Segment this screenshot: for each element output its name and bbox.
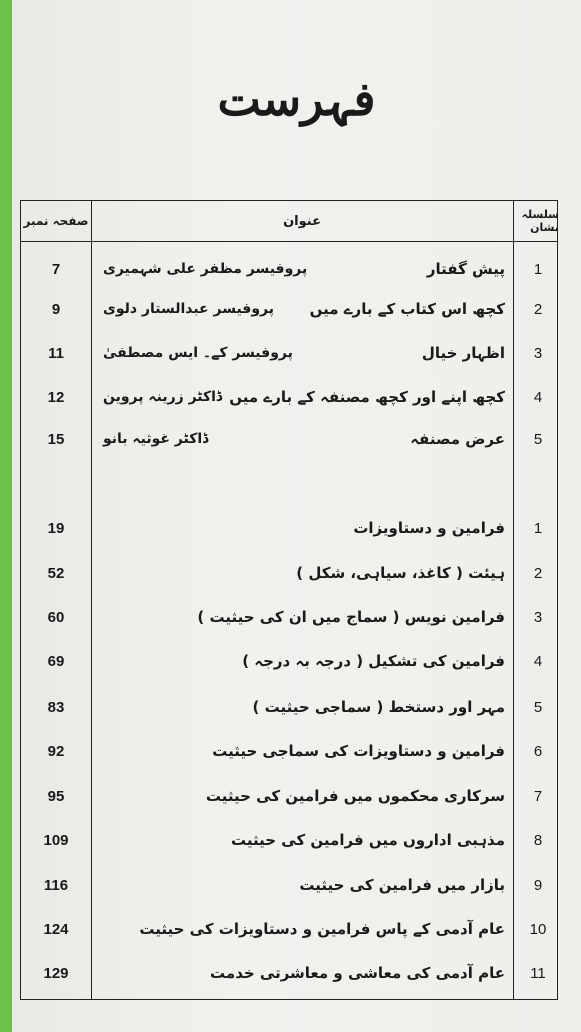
toc-row	[21, 419, 557, 459]
row-page: 15	[47, 430, 65, 448]
row-page: 83	[47, 698, 65, 716]
row-serial: 3	[533, 344, 543, 362]
row-page: 124	[43, 920, 69, 938]
row-title: ہیئت ( کاغذ، سیاہی، شکل )	[296, 564, 505, 582]
row-serial: 6	[533, 742, 543, 760]
row-title: عرض مصنفہ	[410, 430, 505, 448]
row-title: عام آدمی کی معاشی و معاشرتی خدمت	[210, 964, 505, 982]
row-page: 60	[47, 608, 65, 626]
row-page: 19	[47, 519, 65, 537]
toc-row	[21, 508, 557, 548]
row-title: فرامین کی تشکیل ( درجہ بہ درجہ )	[242, 652, 505, 670]
toc-row	[21, 377, 557, 417]
row-serial: 3	[533, 608, 543, 626]
row-author: پروفیسر عبدالستار دلوی	[103, 301, 275, 317]
row-title: عام آدمی کے پاس فرامین و دستاویزات کی حیثیت	[139, 920, 505, 938]
row-title: فرامین و دستاویزات	[353, 519, 505, 537]
row-page: 12	[47, 388, 65, 406]
page-edge	[0, 0, 12, 1032]
row-serial: 5	[533, 698, 543, 716]
toc-row	[21, 731, 557, 771]
row-serial: 7	[533, 787, 543, 805]
row-author: ڈاکٹر غوثیہ بانو	[103, 431, 209, 447]
row-page: 109	[43, 831, 69, 849]
toc-row	[21, 909, 557, 949]
toc-row	[21, 553, 557, 593]
toc-row	[21, 597, 557, 637]
toc-row	[21, 333, 557, 373]
row-serial: 4	[533, 652, 543, 670]
row-title: مہر اور دستخط ( سماجی حیثیت )	[252, 698, 505, 716]
row-page: 7	[51, 260, 61, 278]
row-title: مذہبی اداروں میں فرامین کی حیثیت	[231, 831, 505, 849]
row-page: 95	[47, 787, 65, 805]
header-serial: سلسلہ نشان	[521, 208, 559, 234]
toc-row	[21, 953, 557, 993]
book-page	[12, 0, 581, 1032]
row-title: فرامین نویس ( سماج میں ان کی حیثیت )	[197, 608, 505, 626]
row-author: ڈاکٹر زرینہ پروین	[103, 389, 223, 405]
toc-row	[21, 776, 557, 816]
row-page: 69	[47, 652, 65, 670]
row-serial: 2	[533, 300, 543, 318]
row-page: 9	[51, 300, 61, 318]
row-page: 92	[47, 742, 65, 760]
row-serial: 8	[533, 831, 543, 849]
row-author: پروفیسر کے۔ ایس مصطفیٰ	[103, 345, 293, 361]
toc-row	[21, 865, 557, 905]
page-title: فہرست	[217, 72, 376, 126]
header-page: صفحہ نمبر	[23, 214, 89, 228]
row-page: 52	[47, 564, 65, 582]
row-title: بازار میں فرامین کی حیثیت	[299, 876, 505, 894]
row-page: 11	[48, 344, 64, 362]
toc-table	[20, 200, 558, 1000]
header-divider	[21, 241, 557, 242]
row-title: پیش گفتار	[426, 260, 505, 278]
row-author: پروفیسر مظفر علی شہمیری	[103, 261, 308, 277]
row-title: اظہار خیال	[421, 344, 505, 362]
row-serial: 2	[533, 564, 543, 582]
row-page: 116	[43, 876, 69, 894]
toc-row	[21, 641, 557, 681]
row-serial: 1	[533, 519, 543, 537]
row-serial: 10	[529, 920, 547, 938]
toc-row	[21, 289, 557, 329]
toc-row	[21, 687, 557, 727]
row-title: سرکاری محکموں میں فرامین کی حیثیت	[205, 787, 505, 805]
row-title: کچھ اس کتاب کے بارے میں	[309, 300, 505, 318]
row-serial: 1	[533, 260, 543, 278]
header-title: عنوان	[283, 213, 321, 229]
row-serial: 4	[533, 388, 543, 406]
toc-row	[21, 820, 557, 860]
row-title: کچھ اپنے اور کچھ مصنفہ کے بارے میں	[229, 388, 505, 406]
row-title: فرامین و دستاویزات کی سماجی حیثیت	[212, 742, 505, 760]
row-serial: 11	[530, 964, 546, 982]
toc-row	[21, 249, 557, 289]
row-page: 129	[43, 964, 69, 982]
row-serial: 9	[533, 876, 543, 894]
row-serial: 5	[533, 430, 543, 448]
